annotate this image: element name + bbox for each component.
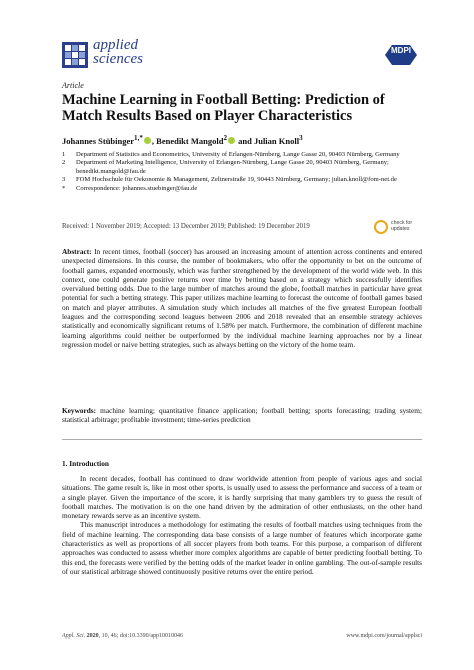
author-list (62, 134, 303, 146)
author-name[interactable]: , Benedikt Mangold (151, 135, 224, 146)
affiliation-number: 3 (62, 176, 66, 184)
journal-name (93, 38, 143, 66)
affiliation-text: FOM Hochschule für Oekonomie & Management, Zeltnerstraße 19, 90443 Nürnberg, Germany; julian.knoll@fom-net.de (76, 176, 397, 184)
affiliation-number: 2 (62, 159, 66, 167)
orcid-icon[interactable] (228, 137, 235, 144)
section-heading: 1. Introduction (62, 459, 109, 468)
paragraph: This manuscript introduces a methodology for estimating the results of football matches using techniques from the field of machine learning. The corresponding data base consists of a large number of features which incorporate game characteristics as well as proportions of all soccer players from both teams. For this purpose, a comparison of different approaches was conducted to assess whether more complex algorithms are capable of better predicting football betting. To this end, the forecasts were verified by the betting odds of the market leader in online gambling. The out-of-sample results of our statistical arbitrage showed continuously positive returns over the entire period. (62, 520, 422, 576)
check-updates-label (391, 220, 412, 232)
correspondence-text: Correspondence: johannes.stuebinger@fau.de (76, 184, 198, 192)
check-updates-line1: check for (391, 220, 413, 226)
publisher-label: MDPI (391, 46, 411, 55)
affiliation-text: Department of Statistics and Econometrics, University of Erlangen-Nürnberg, Lange Gasse 20, 90403 Nürnberg, Germany (76, 151, 400, 158)
keywords-text: machine learning; quantitative finance application; football betting; sports forecasting; trading system; statistical arbitrage; profitable investment; time-series prediction (62, 406, 422, 425)
author-name[interactable]: Johannes Stübinger (62, 135, 135, 146)
affiliations (62, 151, 422, 193)
orcid-icon[interactable] (144, 137, 151, 144)
publication-dates: Received: 1 November 2019; Accepted: 13 December 2019; Published: 19 December 2019 (62, 223, 310, 230)
footer-journal: Appl. Sci. (62, 633, 86, 639)
affiliation-number: * (62, 184, 66, 192)
divider (62, 439, 422, 440)
section-body (62, 474, 422, 576)
check-updates-icon (374, 220, 388, 234)
paper-title: Machine Learning in Football Betting: Prediction of Match Results Based on Player Characteristics (62, 92, 385, 124)
affiliation-item (62, 159, 422, 176)
author-affil-marker: 2 (223, 134, 228, 142)
check-for-updates-button[interactable] (374, 218, 416, 238)
abstract-text: In recent times, football (soccer) has aroused an increasing amount of attention across continents and entered unexpected dimensions. In this course, the number of bookmakers, who offer the opportunity to bet on the outcome of football games, expanded enormously, which was further strengthened by the development of the world wide web. In this context, one could generate positive returns over time by betting based on a strategy which successfully identifies overvalued betting odds. Due to the large number of matches around the globe, football matches in particular have great potential for such a betting strategy. This paper utilizes machine learning to forecast the outcome of football games based on match and player attributes. A simulation study which includes all matches of the five greatest European football leagues and the corresponding second leagues between 2006 and 2018 revealed that an ensemble strategy achieves statistically and economically significant returns of 1.58% per match. Furthermore, the combination of different machine learning algorithms could neither be outperformed by the individual machine learning approaches nor by a linear regression model or naive betting strategies, such as always betting on the victory of the home team. (62, 247, 422, 349)
journal-name-line2: sciences (93, 51, 143, 67)
journal-logo-icon (62, 42, 88, 68)
affiliation-number: 1 (62, 151, 66, 158)
affiliation-item (62, 185, 422, 193)
author-affil-marker: 1,* (134, 134, 143, 142)
article-type: Article (62, 81, 84, 90)
affiliation-item (62, 151, 422, 159)
author-name[interactable]: and Julian Knoll (238, 135, 300, 146)
keywords (62, 406, 422, 425)
paragraph: In recent decades, football has continued to draw worldwide attention from people of various ages and social situations. The game result is, like in most other sports, is usually used to assess the performance and success of a team or a single player. Given the importance of the score, it is hardly surprising that many gamblers try to guess the result of football matches. The motivation is on the one hand driven by the admiration of other enthusiasts, on the other hand monetary rewards serve as an incentive system. (62, 474, 422, 521)
abstract-label: Abstract: (62, 247, 92, 256)
footer-doi: , 10, 46; doi:10.3390/app10010046 (98, 633, 184, 639)
check-updates-line2: updates (391, 226, 410, 232)
footer-citation (62, 633, 183, 639)
footer-journal-link[interactable]: www.mdpi.com/journal/applsci (346, 633, 422, 639)
keywords-label: Keywords: (62, 406, 97, 415)
abstract (62, 247, 422, 349)
affiliation-item (62, 176, 422, 184)
affiliation-text: Department of Marketing Intelligence, University of Erlangen-Nürnberg, Lange Gasse 20, 90403 Nürnberg, Germany; benedikt.mangold@fau.de (76, 159, 389, 175)
footer-year: 2020 (86, 633, 99, 639)
journal-name-line1: applied (93, 37, 138, 53)
author-affil-marker: 3 (299, 134, 303, 142)
